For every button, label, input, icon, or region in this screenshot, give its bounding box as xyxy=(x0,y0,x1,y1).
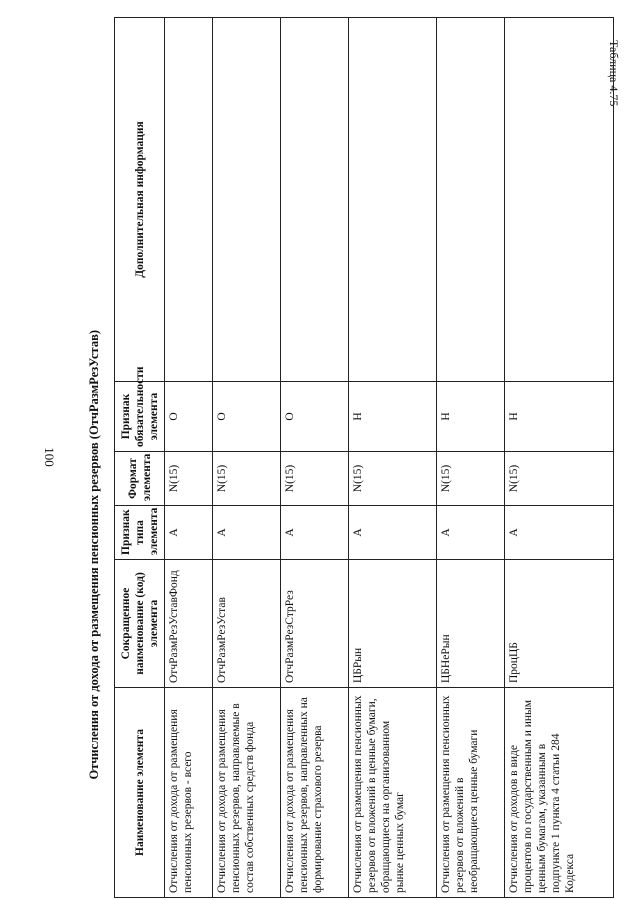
cell-code: ОтчРазмРезСтрРез xyxy=(280,560,348,688)
cell-info xyxy=(505,18,614,382)
cell-type: А xyxy=(348,506,436,560)
cell-name: Отчисления от доходов в виде процентов по государственным и иным ценным бумагам, указанным в подпункте 1 пункта 4 статьи 284 Кодекса xyxy=(505,688,614,898)
cell-info xyxy=(165,18,213,382)
cell-info xyxy=(280,18,348,382)
cell-required: Н xyxy=(348,382,436,452)
cell-format: N(15) xyxy=(348,452,436,506)
table-row xyxy=(280,18,348,898)
table-title xyxy=(70,215,118,895)
cell-name: Отчисления от дохода от размещения пенсионных резервов - всего xyxy=(165,688,213,898)
table-header-row xyxy=(115,18,165,898)
cell-type: А xyxy=(437,506,505,560)
cell-required: О xyxy=(165,382,213,452)
header-element-format: Формат элемента xyxy=(115,452,165,506)
cell-info xyxy=(437,18,505,382)
cell-info xyxy=(212,18,280,382)
cell-type: А xyxy=(505,506,614,560)
cell-required: О xyxy=(212,382,280,452)
header-element-required: Признак обязательности элемента xyxy=(115,382,165,452)
cell-code: ОтчРазмРезУставФонд xyxy=(165,560,213,688)
cell-name: Отчисления от дохода от размещения пенсионных резервов, направленных на формирование страхового резерва xyxy=(280,688,348,898)
header-additional-info: Дополнительная информация xyxy=(115,18,165,382)
cell-format: N(15) xyxy=(165,452,213,506)
cell-format: N(15) xyxy=(437,452,505,506)
cell-format: N(15) xyxy=(212,452,280,506)
cell-required: Н xyxy=(437,382,505,452)
cell-required: Н xyxy=(505,382,614,452)
cell-code: ПроцЦБ xyxy=(505,560,614,688)
elements-table xyxy=(114,17,614,898)
cell-name: Отчисления от размещения пенсионных резервов от вложений в ценные бумаги, обращающиеся на организованном рынке ценных бумаг xyxy=(348,688,436,898)
cell-code: ОтчРазмРезУстав xyxy=(212,560,280,688)
cell-format: N(15) xyxy=(280,452,348,506)
cell-type: А xyxy=(165,506,213,560)
table-row xyxy=(348,18,436,898)
cell-name: Отчисления от размещения пенсионных резервов от вложений в необращающиеся ценные бумаги xyxy=(437,688,505,898)
cell-name: Отчисления от дохода от размещения пенсионных резервов, направляемые в состав собственных средств фонда xyxy=(212,688,280,898)
table-container xyxy=(114,18,614,898)
table-title-text: Отчисления от дохода от размещения пенсионных резервов (ОтчРазмРезУстав) xyxy=(86,330,101,780)
cell-format: N(15) xyxy=(505,452,614,506)
cell-type: А xyxy=(280,506,348,560)
cell-type: А xyxy=(212,506,280,560)
cell-required: О xyxy=(280,382,348,452)
header-element-name: Наименование элемента xyxy=(115,688,165,898)
table-row xyxy=(437,18,505,898)
table-label: Таблица 4.75 xyxy=(607,40,621,107)
cell-info xyxy=(348,18,436,382)
table-row xyxy=(212,18,280,898)
table-row xyxy=(505,18,614,898)
cell-code: ЦБРын xyxy=(348,560,436,688)
page-number: 100 xyxy=(42,447,57,467)
header-element-type: Признак типа элемента xyxy=(115,506,165,560)
header-element-code: Сокращенное наименование (код) элемента xyxy=(115,560,165,688)
cell-code: ЦБНеРын xyxy=(437,560,505,688)
table-row xyxy=(165,18,213,898)
